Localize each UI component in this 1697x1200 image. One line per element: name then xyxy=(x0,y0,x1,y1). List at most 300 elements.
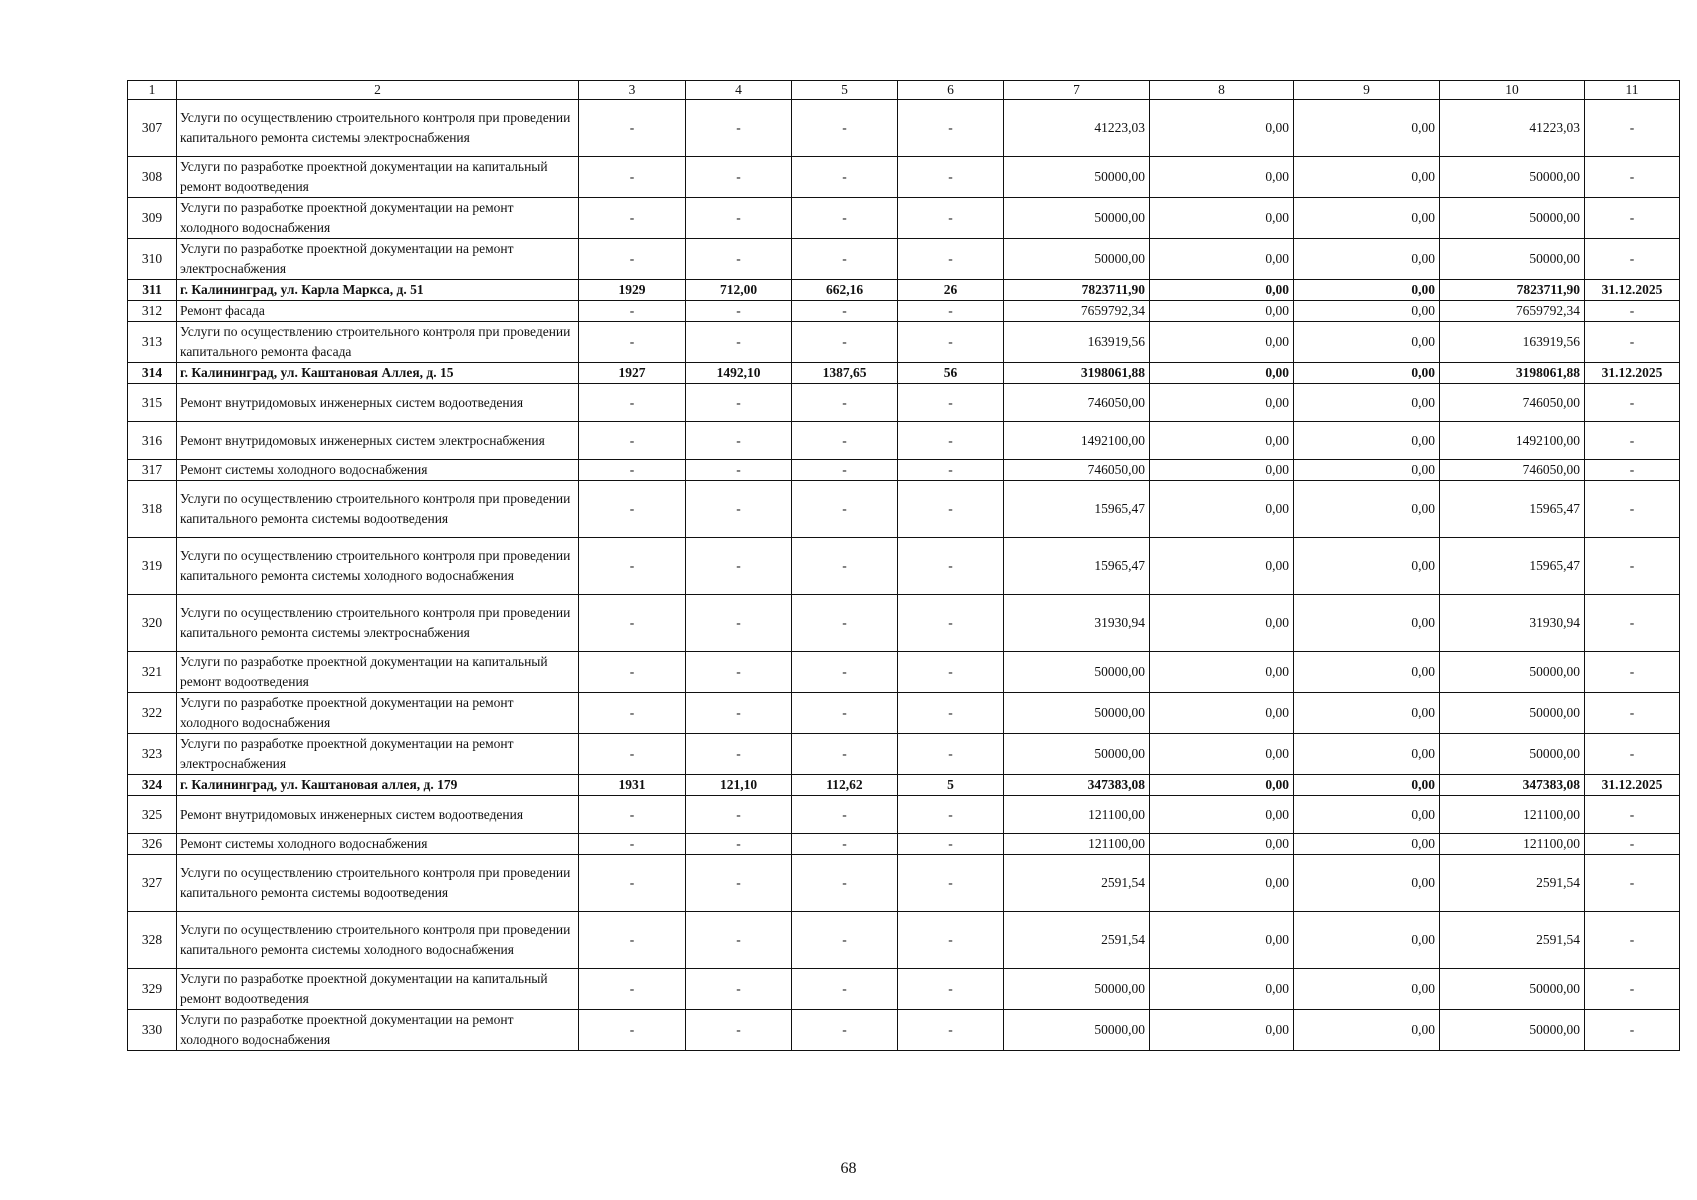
table-row xyxy=(128,157,1680,198)
residents-count: - xyxy=(898,834,1004,855)
owners-amount: 41223,03 xyxy=(1440,100,1585,157)
budget-amount: 0,00 xyxy=(1294,280,1440,301)
completion-date: - xyxy=(1585,855,1680,912)
fund-amount: 0,00 xyxy=(1150,384,1294,422)
completion-date: - xyxy=(1585,301,1680,322)
fund-amount: 0,00 xyxy=(1150,481,1294,538)
table-body xyxy=(128,81,1680,1051)
build-year: - xyxy=(579,693,686,734)
owners-amount: 31930,94 xyxy=(1440,595,1585,652)
build-year: - xyxy=(579,855,686,912)
budget-amount: 0,00 xyxy=(1294,969,1440,1010)
residents-count: - xyxy=(898,100,1004,157)
column-number: 8 xyxy=(1150,81,1294,100)
table-row xyxy=(128,969,1680,1010)
living-area: - xyxy=(792,1010,898,1051)
completion-date: - xyxy=(1585,912,1680,969)
owners-amount: 15965,47 xyxy=(1440,481,1585,538)
budget-amount: 0,00 xyxy=(1294,198,1440,239)
living-area: - xyxy=(792,384,898,422)
completion-date: 31.12.2025 xyxy=(1585,775,1680,796)
total-cost: 163919,56 xyxy=(1004,322,1150,363)
owners-amount: 50000,00 xyxy=(1440,157,1585,198)
work-name: Услуги по осуществлению строительного контроля при проведении капитального ремонта системы водоотведения xyxy=(177,481,579,538)
budget-amount: 0,00 xyxy=(1294,301,1440,322)
total-area: - xyxy=(686,322,792,363)
completion-date: - xyxy=(1585,384,1680,422)
build-year: - xyxy=(579,198,686,239)
total-cost: 7659792,34 xyxy=(1004,301,1150,322)
budget-amount: 0,00 xyxy=(1294,157,1440,198)
work-name: Услуги по осуществлению строительного контроля при проведении капитального ремонта системы электроснабжения xyxy=(177,595,579,652)
fund-amount: 0,00 xyxy=(1150,322,1294,363)
row-number: 330 xyxy=(128,1010,177,1051)
owners-amount: 121100,00 xyxy=(1440,834,1585,855)
owners-amount: 2591,54 xyxy=(1440,855,1585,912)
fund-amount: 0,00 xyxy=(1150,363,1294,384)
completion-date: - xyxy=(1585,322,1680,363)
owners-amount: 50000,00 xyxy=(1440,652,1585,693)
total-cost: 3198061,88 xyxy=(1004,363,1150,384)
owners-amount: 50000,00 xyxy=(1440,239,1585,280)
budget-amount: 0,00 xyxy=(1294,363,1440,384)
work-name: Услуги по разработке проектной документации на ремонт холодного водоснабжения xyxy=(177,198,579,239)
residents-count: - xyxy=(898,481,1004,538)
total-area: 121,10 xyxy=(686,775,792,796)
work-name: Ремонт системы холодного водоснабжения xyxy=(177,834,579,855)
table-row xyxy=(128,912,1680,969)
living-area: - xyxy=(792,969,898,1010)
fund-amount: 0,00 xyxy=(1150,796,1294,834)
budget-amount: 0,00 xyxy=(1294,855,1440,912)
work-name: Услуги по осуществлению строительного контроля при проведении капитального ремонта системы водоотведения xyxy=(177,855,579,912)
build-year: - xyxy=(579,538,686,595)
owners-amount: 50000,00 xyxy=(1440,1010,1585,1051)
living-area: 112,62 xyxy=(792,775,898,796)
column-number: 11 xyxy=(1585,81,1680,100)
residents-count: - xyxy=(898,734,1004,775)
work-name: Услуги по разработке проектной документации на ремонт холодного водоснабжения xyxy=(177,693,579,734)
build-year: 1929 xyxy=(579,280,686,301)
total-area: - xyxy=(686,834,792,855)
owners-amount: 121100,00 xyxy=(1440,796,1585,834)
owners-amount: 50000,00 xyxy=(1440,198,1585,239)
column-number-row xyxy=(128,81,1680,100)
budget-amount: 0,00 xyxy=(1294,652,1440,693)
column-number: 5 xyxy=(792,81,898,100)
total-area: - xyxy=(686,460,792,481)
residents-count: - xyxy=(898,301,1004,322)
build-year: - xyxy=(579,652,686,693)
column-number: 1 xyxy=(128,81,177,100)
table-row xyxy=(128,422,1680,460)
residents-count: - xyxy=(898,460,1004,481)
budget-amount: 0,00 xyxy=(1294,422,1440,460)
owners-amount: 50000,00 xyxy=(1440,734,1585,775)
fund-amount: 0,00 xyxy=(1150,734,1294,775)
total-area: - xyxy=(686,969,792,1010)
total-cost: 50000,00 xyxy=(1004,693,1150,734)
fund-amount: 0,00 xyxy=(1150,422,1294,460)
row-number: 311 xyxy=(128,280,177,301)
total-cost: 347383,08 xyxy=(1004,775,1150,796)
build-year: - xyxy=(579,384,686,422)
row-number: 327 xyxy=(128,855,177,912)
table-row xyxy=(128,538,1680,595)
table-row xyxy=(128,198,1680,239)
residents-count: - xyxy=(898,855,1004,912)
total-area: - xyxy=(686,796,792,834)
owners-amount: 163919,56 xyxy=(1440,322,1585,363)
living-area: - xyxy=(792,422,898,460)
completion-date: - xyxy=(1585,198,1680,239)
row-number: 316 xyxy=(128,422,177,460)
completion-date: - xyxy=(1585,239,1680,280)
row-number: 320 xyxy=(128,595,177,652)
completion-date: - xyxy=(1585,969,1680,1010)
residents-count: - xyxy=(898,912,1004,969)
budget-amount: 0,00 xyxy=(1294,912,1440,969)
work-name: Услуги по разработке проектной документации на капитальный ремонт водоотведения xyxy=(177,157,579,198)
total-area: - xyxy=(686,595,792,652)
fund-amount: 0,00 xyxy=(1150,1010,1294,1051)
owners-amount: 50000,00 xyxy=(1440,693,1585,734)
table-row xyxy=(128,239,1680,280)
fund-amount: 0,00 xyxy=(1150,969,1294,1010)
build-year: 1931 xyxy=(579,775,686,796)
budget-amount: 0,00 xyxy=(1294,595,1440,652)
build-year: - xyxy=(579,239,686,280)
residents-count: - xyxy=(898,239,1004,280)
table-row xyxy=(128,1010,1680,1051)
living-area: - xyxy=(792,912,898,969)
total-cost: 41223,03 xyxy=(1004,100,1150,157)
completion-date: - xyxy=(1585,481,1680,538)
budget-amount: 0,00 xyxy=(1294,693,1440,734)
budget-amount: 0,00 xyxy=(1294,734,1440,775)
total-cost: 50000,00 xyxy=(1004,1010,1150,1051)
total-cost: 50000,00 xyxy=(1004,198,1150,239)
row-number: 312 xyxy=(128,301,177,322)
build-year: - xyxy=(579,796,686,834)
total-area: - xyxy=(686,100,792,157)
residents-count: - xyxy=(898,796,1004,834)
owners-amount: 3198061,88 xyxy=(1440,363,1585,384)
row-number: 325 xyxy=(128,796,177,834)
total-area: - xyxy=(686,198,792,239)
fund-amount: 0,00 xyxy=(1150,595,1294,652)
build-year: - xyxy=(579,422,686,460)
living-area: - xyxy=(792,734,898,775)
total-area: - xyxy=(686,1010,792,1051)
total-area: - xyxy=(686,538,792,595)
living-area: - xyxy=(792,322,898,363)
living-area: - xyxy=(792,652,898,693)
table-row xyxy=(128,481,1680,538)
fund-amount: 0,00 xyxy=(1150,301,1294,322)
table-row xyxy=(128,301,1680,322)
table-row xyxy=(128,652,1680,693)
completion-date: 31.12.2025 xyxy=(1585,280,1680,301)
living-area: - xyxy=(792,834,898,855)
work-name: Ремонт внутридомовых инженерных систем водоотведения xyxy=(177,796,579,834)
work-name: Услуги по разработке проектной документации на капитальный ремонт водоотведения xyxy=(177,652,579,693)
completion-date: - xyxy=(1585,460,1680,481)
total-cost: 50000,00 xyxy=(1004,969,1150,1010)
row-number: 308 xyxy=(128,157,177,198)
table-row xyxy=(128,734,1680,775)
work-name: г. Калининград, ул. Карла Маркса, д. 51 xyxy=(177,280,579,301)
total-area: - xyxy=(686,422,792,460)
total-cost: 121100,00 xyxy=(1004,796,1150,834)
budget-amount: 0,00 xyxy=(1294,384,1440,422)
residents-count: 5 xyxy=(898,775,1004,796)
total-cost: 50000,00 xyxy=(1004,239,1150,280)
row-number: 309 xyxy=(128,198,177,239)
column-number: 4 xyxy=(686,81,792,100)
fund-amount: 0,00 xyxy=(1150,538,1294,595)
residents-count: - xyxy=(898,595,1004,652)
budget-amount: 0,00 xyxy=(1294,322,1440,363)
total-cost: 1492100,00 xyxy=(1004,422,1150,460)
living-area: - xyxy=(792,796,898,834)
living-area: - xyxy=(792,157,898,198)
residents-count: - xyxy=(898,693,1004,734)
completion-date: - xyxy=(1585,796,1680,834)
residents-count: - xyxy=(898,157,1004,198)
budget-amount: 0,00 xyxy=(1294,239,1440,280)
residents-count: - xyxy=(898,1010,1004,1051)
total-area: - xyxy=(686,912,792,969)
row-number: 328 xyxy=(128,912,177,969)
fund-amount: 0,00 xyxy=(1150,157,1294,198)
build-year: - xyxy=(579,481,686,538)
total-cost: 121100,00 xyxy=(1004,834,1150,855)
table-row xyxy=(128,363,1680,384)
completion-date: - xyxy=(1585,157,1680,198)
table-row xyxy=(128,100,1680,157)
row-number: 317 xyxy=(128,460,177,481)
row-number: 322 xyxy=(128,693,177,734)
residents-count: - xyxy=(898,538,1004,595)
build-year: - xyxy=(579,595,686,652)
column-number: 3 xyxy=(579,81,686,100)
owners-amount: 1492100,00 xyxy=(1440,422,1585,460)
living-area: 662,16 xyxy=(792,280,898,301)
fund-amount: 0,00 xyxy=(1150,280,1294,301)
total-cost: 50000,00 xyxy=(1004,652,1150,693)
total-cost: 50000,00 xyxy=(1004,157,1150,198)
living-area: - xyxy=(792,855,898,912)
residents-count: - xyxy=(898,969,1004,1010)
owners-amount: 347383,08 xyxy=(1440,775,1585,796)
build-year: - xyxy=(579,157,686,198)
work-name: Услуги по разработке проектной документации на ремонт холодного водоснабжения xyxy=(177,1010,579,1051)
living-area: - xyxy=(792,460,898,481)
table-row xyxy=(128,595,1680,652)
living-area: - xyxy=(792,100,898,157)
owners-amount: 7823711,90 xyxy=(1440,280,1585,301)
completion-date: - xyxy=(1585,538,1680,595)
build-year: - xyxy=(579,734,686,775)
budget-amount: 0,00 xyxy=(1294,834,1440,855)
table-row xyxy=(128,834,1680,855)
owners-amount: 746050,00 xyxy=(1440,384,1585,422)
build-year: - xyxy=(579,460,686,481)
total-cost: 15965,47 xyxy=(1004,481,1150,538)
row-number: 324 xyxy=(128,775,177,796)
total-cost: 50000,00 xyxy=(1004,734,1150,775)
living-area: - xyxy=(792,693,898,734)
page-number: 68 xyxy=(840,1160,857,1177)
build-year: - xyxy=(579,1010,686,1051)
budget-amount: 0,00 xyxy=(1294,481,1440,538)
table-row xyxy=(128,280,1680,301)
residents-count: - xyxy=(898,422,1004,460)
budget-amount: 0,00 xyxy=(1294,1010,1440,1051)
work-name: Услуги по осуществлению строительного контроля при проведении капитального ремонта фасада xyxy=(177,322,579,363)
table-row xyxy=(128,796,1680,834)
repair-works-table xyxy=(127,80,1680,1051)
fund-amount: 0,00 xyxy=(1150,652,1294,693)
total-area: - xyxy=(686,239,792,280)
row-number: 323 xyxy=(128,734,177,775)
completion-date: - xyxy=(1585,595,1680,652)
fund-amount: 0,00 xyxy=(1150,460,1294,481)
build-year: - xyxy=(579,301,686,322)
build-year: - xyxy=(579,322,686,363)
row-number: 310 xyxy=(128,239,177,280)
row-number: 313 xyxy=(128,322,177,363)
total-area: - xyxy=(686,734,792,775)
owners-amount: 2591,54 xyxy=(1440,912,1585,969)
table-row xyxy=(128,322,1680,363)
table-row xyxy=(128,775,1680,796)
living-area: - xyxy=(792,481,898,538)
owners-amount: 50000,00 xyxy=(1440,969,1585,1010)
completion-date: - xyxy=(1585,652,1680,693)
row-number: 318 xyxy=(128,481,177,538)
residents-count: - xyxy=(898,384,1004,422)
total-cost: 746050,00 xyxy=(1004,384,1150,422)
table-row xyxy=(128,693,1680,734)
living-area: - xyxy=(792,239,898,280)
total-area: 1492,10 xyxy=(686,363,792,384)
table-row xyxy=(128,460,1680,481)
fund-amount: 0,00 xyxy=(1150,198,1294,239)
fund-amount: 0,00 xyxy=(1150,775,1294,796)
total-area: - xyxy=(686,157,792,198)
residents-count: 56 xyxy=(898,363,1004,384)
column-number: 2 xyxy=(177,81,579,100)
living-area: - xyxy=(792,301,898,322)
living-area: 1387,65 xyxy=(792,363,898,384)
residents-count: - xyxy=(898,652,1004,693)
column-number: 10 xyxy=(1440,81,1585,100)
completion-date: 31.12.2025 xyxy=(1585,363,1680,384)
work-name: Услуги по осуществлению строительного контроля при проведении капитального ремонта системы холодного водоснабжения xyxy=(177,912,579,969)
total-area: - xyxy=(686,652,792,693)
fund-amount: 0,00 xyxy=(1150,693,1294,734)
work-name: Ремонт внутридомовых инженерных систем водоотведения xyxy=(177,384,579,422)
fund-amount: 0,00 xyxy=(1150,239,1294,280)
budget-amount: 0,00 xyxy=(1294,775,1440,796)
work-name: г. Калининград, ул. Каштановая Аллея, д. 15 xyxy=(177,363,579,384)
completion-date: - xyxy=(1585,422,1680,460)
budget-amount: 0,00 xyxy=(1294,796,1440,834)
completion-date: - xyxy=(1585,100,1680,157)
column-number: 6 xyxy=(898,81,1004,100)
work-name: Услуги по разработке проектной документации на капитальный ремонт водоотведения xyxy=(177,969,579,1010)
column-number: 7 xyxy=(1004,81,1150,100)
row-number: 319 xyxy=(128,538,177,595)
document-sheet xyxy=(127,80,1679,1051)
work-name: Услуги по осуществлению строительного контроля при проведении капитального ремонта системы холодного водоснабжения xyxy=(177,538,579,595)
total-area: - xyxy=(686,855,792,912)
budget-amount: 0,00 xyxy=(1294,100,1440,157)
owners-amount: 7659792,34 xyxy=(1440,301,1585,322)
owners-amount: 746050,00 xyxy=(1440,460,1585,481)
build-year: - xyxy=(579,834,686,855)
build-year: - xyxy=(579,100,686,157)
work-name: г. Калининград, ул. Каштановая аллея, д. 179 xyxy=(177,775,579,796)
completion-date: - xyxy=(1585,1010,1680,1051)
table-row xyxy=(128,384,1680,422)
completion-date: - xyxy=(1585,834,1680,855)
fund-amount: 0,00 xyxy=(1150,855,1294,912)
total-cost: 7823711,90 xyxy=(1004,280,1150,301)
total-cost: 2591,54 xyxy=(1004,855,1150,912)
row-number: 321 xyxy=(128,652,177,693)
owners-amount: 15965,47 xyxy=(1440,538,1585,595)
row-number: 329 xyxy=(128,969,177,1010)
work-name: Ремонт фасада xyxy=(177,301,579,322)
total-cost: 15965,47 xyxy=(1004,538,1150,595)
completion-date: - xyxy=(1585,734,1680,775)
total-area: - xyxy=(686,301,792,322)
total-area: - xyxy=(686,481,792,538)
total-cost: 31930,94 xyxy=(1004,595,1150,652)
total-cost: 2591,54 xyxy=(1004,912,1150,969)
total-area: - xyxy=(686,384,792,422)
total-area: - xyxy=(686,693,792,734)
residents-count: - xyxy=(898,198,1004,239)
budget-amount: 0,00 xyxy=(1294,460,1440,481)
residents-count: 26 xyxy=(898,280,1004,301)
build-year: - xyxy=(579,912,686,969)
total-area: 712,00 xyxy=(686,280,792,301)
build-year: 1927 xyxy=(579,363,686,384)
row-number: 314 xyxy=(128,363,177,384)
fund-amount: 0,00 xyxy=(1150,912,1294,969)
row-number: 307 xyxy=(128,100,177,157)
build-year: - xyxy=(579,969,686,1010)
fund-amount: 0,00 xyxy=(1150,834,1294,855)
completion-date: - xyxy=(1585,693,1680,734)
total-cost: 746050,00 xyxy=(1004,460,1150,481)
living-area: - xyxy=(792,198,898,239)
living-area: - xyxy=(792,595,898,652)
column-number: 9 xyxy=(1294,81,1440,100)
residents-count: - xyxy=(898,322,1004,363)
work-name: Услуги по разработке проектной документации на ремонт электроснабжения xyxy=(177,734,579,775)
work-name: Услуги по разработке проектной документации на ремонт электроснабжения xyxy=(177,239,579,280)
work-name: Ремонт внутридомовых инженерных систем электроснабжения xyxy=(177,422,579,460)
living-area: - xyxy=(792,538,898,595)
work-name: Ремонт системы холодного водоснабжения xyxy=(177,460,579,481)
work-name: Услуги по осуществлению строительного контроля при проведении капитального ремонта системы электроснабжения xyxy=(177,100,579,157)
fund-amount: 0,00 xyxy=(1150,100,1294,157)
